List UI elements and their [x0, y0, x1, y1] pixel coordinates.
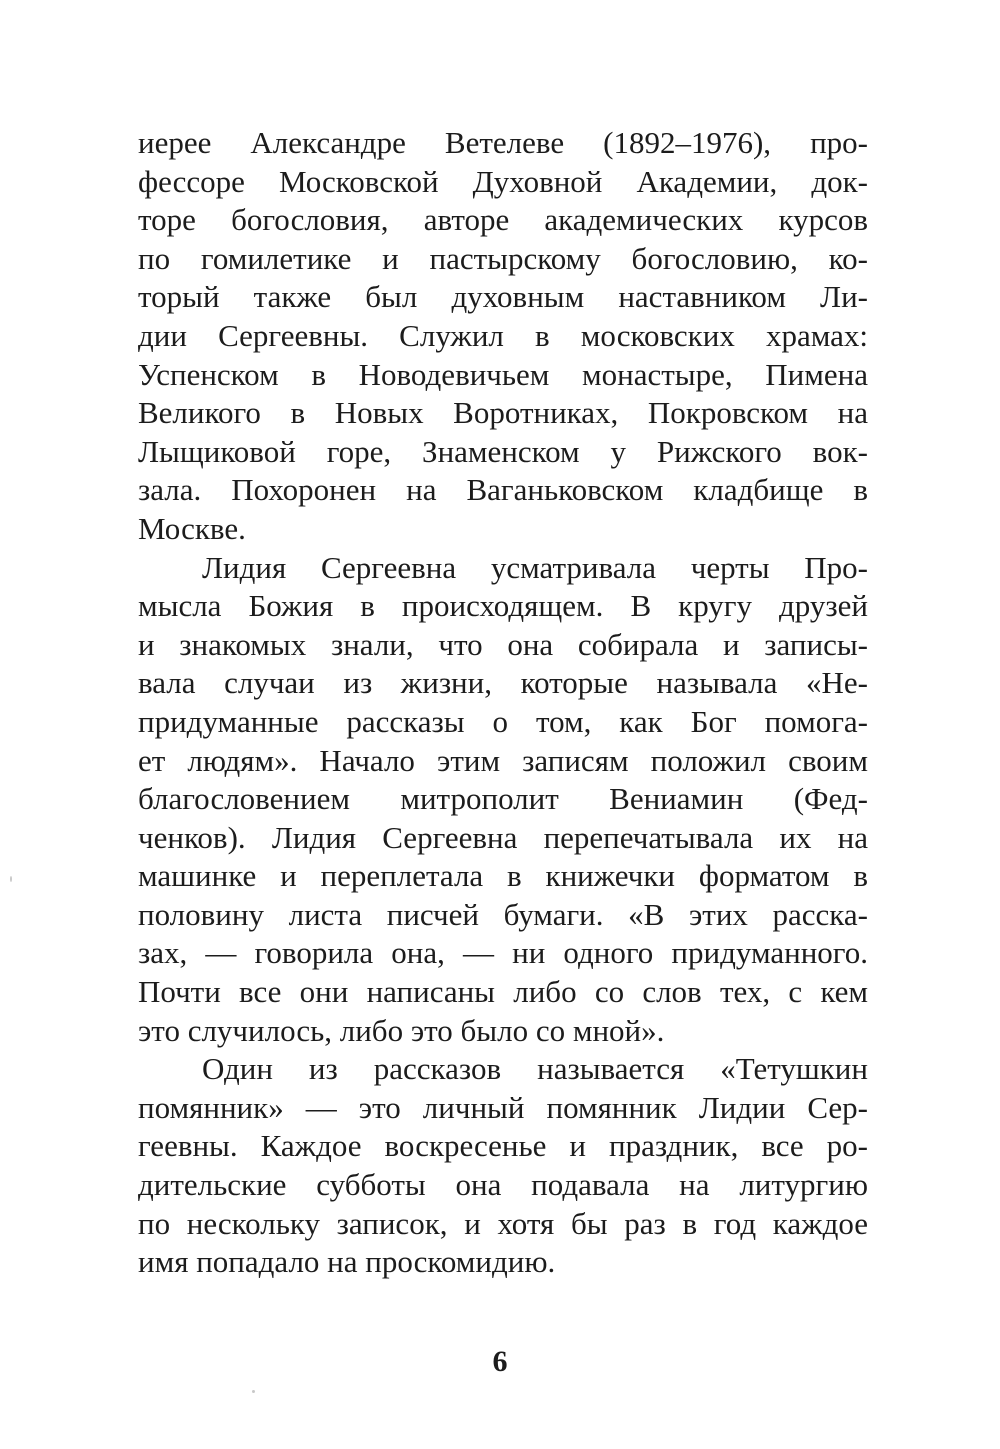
text-line: фессоре Московской Духовной Академии, док-	[138, 163, 868, 199]
text-line: вала случаи из жизни, которые называла «Не-	[138, 665, 868, 701]
text-line: по нескольку записок, и хотя бы раз в год каждое	[138, 1205, 868, 1241]
paper-speck	[252, 1390, 255, 1393]
text-line: геевны. Каждое воскресенье и праздник, все ро-	[138, 1128, 868, 1164]
text-line: торый также был духовным наставником Ли-	[138, 279, 868, 315]
text-line: зах, — говорила она, — ни одного придуманного.	[138, 935, 868, 971]
text-line: иерее Александре Ветелеве (1892–1976), про-	[138, 125, 868, 160]
text-line: это случилось, либо это было со мной».	[138, 1012, 665, 1048]
text-line: по гомилетике и пастырскому богословию, ко-	[138, 240, 868, 276]
text-line: зала. Похоронен на Ваганьковском кладбище в	[138, 472, 868, 508]
text-line: помянник» — это личный помянник Лидии Сер-	[138, 1089, 868, 1125]
text-line: ченков). Лидия Сергеевна перепечатывала их на	[138, 819, 868, 855]
text-line: торе богословия, авторе академических курсов	[138, 202, 868, 238]
text-line: Один из рассказов называется «Тетушкин	[202, 1051, 868, 1087]
text-line: ет людям». Начало этим записям положил своим	[138, 742, 868, 778]
text-line: половину листа писчей бумаги. «В этих расска-	[138, 896, 868, 932]
text-line: дии Сергеевны. Служил в московских храмах:	[138, 317, 868, 353]
paragraph	[138, 1050, 868, 1282]
text-line: Почти все они написаны либо со слов тех, с кем	[138, 974, 868, 1010]
text-line: дительские субботы она подавала на литургию	[138, 1167, 868, 1203]
paragraph	[138, 124, 868, 549]
text-line: и знакомых знали, что она собирала и записы-	[138, 626, 868, 662]
text-line: мысла Божия в происходящем. В кругу друзей	[138, 588, 868, 624]
text-line: Москве.	[138, 510, 246, 546]
page-number: 6	[492, 1345, 508, 1378]
text-line: Великого в Новых Воротниках, Покровском на	[138, 395, 868, 431]
text-line: придуманные рассказы о том, как Бог помога-	[138, 703, 868, 739]
text-line: Успенском в Новодевичьем монастыре, Пимена	[138, 356, 868, 392]
text-line: благословением митрополит Вениамин (Фед-	[138, 781, 868, 817]
text-line: Лидия Сергеевна усматривала черты Про-	[202, 549, 868, 585]
text-line: имя попадало на проскомидию.	[138, 1244, 556, 1280]
body-text	[138, 124, 868, 1282]
paragraph	[138, 549, 868, 1051]
text-line: Лыщиковой горе, Знаменском у Рижского вок-	[138, 433, 868, 469]
paper-speck	[10, 876, 12, 882]
text-line: машинке и переплетала в книжечки форматом в	[138, 858, 868, 894]
